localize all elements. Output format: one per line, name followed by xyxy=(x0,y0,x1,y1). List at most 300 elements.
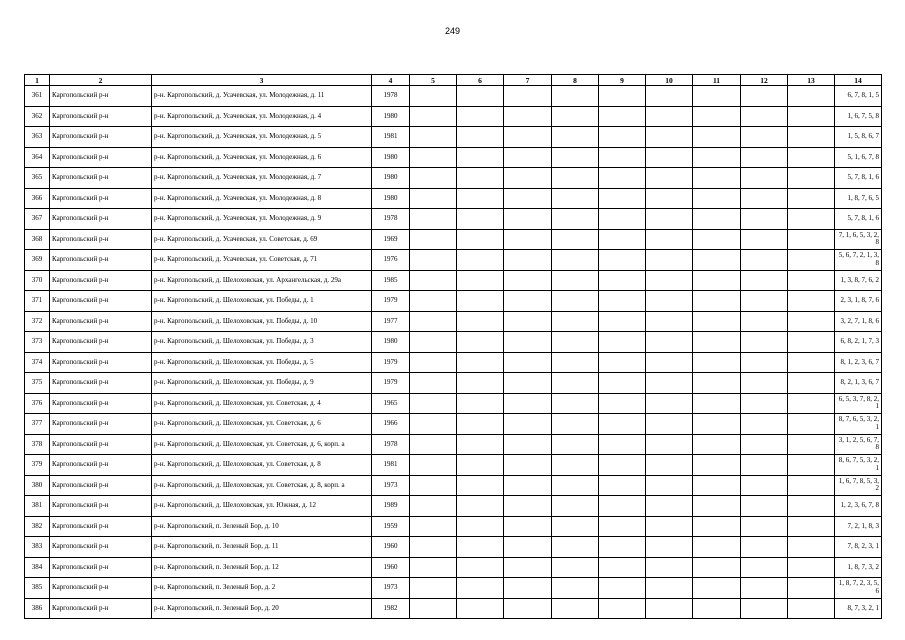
empty-cell xyxy=(504,188,552,209)
empty-cell xyxy=(504,229,552,250)
sequence-cell: 1, 5, 8, 6, 7 xyxy=(835,127,882,148)
row-number-cell: 383 xyxy=(25,537,50,558)
sequence-cell: 3, 2, 7, 1, 8, 6 xyxy=(835,311,882,332)
year-cell: 1978 xyxy=(372,86,410,107)
empty-cell xyxy=(457,414,504,435)
empty-cell xyxy=(552,475,599,496)
empty-cell xyxy=(693,496,741,517)
empty-cell xyxy=(646,557,693,578)
district-cell: Каргопольский р-н xyxy=(50,598,152,619)
empty-cell xyxy=(504,352,552,373)
table-row xyxy=(25,516,882,537)
empty-cell xyxy=(646,209,693,230)
year-cell: 1966 xyxy=(372,414,410,435)
page-number: 249 xyxy=(444,26,461,36)
empty-cell xyxy=(410,373,457,394)
address-cell: р-н. Каргопольский, д. Шелоховская, ул. Победы, д. 3 xyxy=(152,332,372,353)
empty-cell xyxy=(410,598,457,619)
district-cell: Каргопольский р-н xyxy=(50,250,152,271)
address-cell: р-н. Каргопольский, п. Зеленый Бор, д. 10 xyxy=(152,516,372,537)
col-header: 14 xyxy=(835,75,882,86)
table-row xyxy=(25,537,882,558)
table-row xyxy=(25,250,882,271)
sequence-cell: 8, 7, 3, 2, 1 xyxy=(835,598,882,619)
empty-cell xyxy=(693,393,741,414)
empty-cell xyxy=(599,250,646,271)
sequence-cell: 6, 7, 8, 1, 5 xyxy=(835,86,882,107)
row-number-cell: 380 xyxy=(25,475,50,496)
empty-cell xyxy=(457,168,504,189)
empty-cell xyxy=(741,414,788,435)
table-body xyxy=(25,86,882,619)
row-number-cell: 376 xyxy=(25,393,50,414)
empty-cell xyxy=(599,127,646,148)
district-cell: Каргопольский р-н xyxy=(50,537,152,558)
table-row xyxy=(25,209,882,230)
header-row xyxy=(25,75,882,86)
sequence-cell: 5, 7, 8, 1, 6 xyxy=(835,209,882,230)
address-cell: р-н. Каргопольский, д. Усачевская, ул. Молодежная, д. 5 xyxy=(152,127,372,148)
empty-cell xyxy=(410,393,457,414)
empty-cell xyxy=(552,127,599,148)
empty-cell xyxy=(693,86,741,107)
empty-cell xyxy=(552,332,599,353)
district-cell: Каргопольский р-н xyxy=(50,434,152,455)
address-cell: р-н. Каргопольский, д. Шелоховская, ул. Архангельская, д. 29а xyxy=(152,270,372,291)
empty-cell xyxy=(693,311,741,332)
empty-cell xyxy=(646,147,693,168)
empty-cell xyxy=(552,229,599,250)
table-row xyxy=(25,86,882,107)
empty-cell xyxy=(457,598,504,619)
address-cell: р-н. Каргопольский, п. Зеленый Бор, д. 20 xyxy=(152,598,372,619)
empty-cell xyxy=(410,127,457,148)
empty-cell xyxy=(410,455,457,476)
empty-cell xyxy=(741,250,788,271)
year-cell: 1981 xyxy=(372,127,410,148)
empty-cell xyxy=(788,127,835,148)
empty-cell xyxy=(552,496,599,517)
empty-cell xyxy=(457,106,504,127)
address-cell: р-н. Каргопольский, д. Шелоховская, ул. Советская, д. 6 xyxy=(152,414,372,435)
empty-cell xyxy=(646,250,693,271)
empty-cell xyxy=(741,455,788,476)
year-cell: 1973 xyxy=(372,578,410,599)
sequence-cell: 2, 3, 1, 8, 7, 6 xyxy=(835,291,882,312)
col-header: 8 xyxy=(552,75,599,86)
district-cell: Каргопольский р-н xyxy=(50,270,152,291)
empty-cell xyxy=(504,86,552,107)
empty-cell xyxy=(552,168,599,189)
empty-cell xyxy=(646,455,693,476)
empty-cell xyxy=(741,475,788,496)
table-row xyxy=(25,311,882,332)
empty-cell xyxy=(741,537,788,558)
empty-cell xyxy=(504,209,552,230)
col-header: 5 xyxy=(410,75,457,86)
empty-cell xyxy=(788,578,835,599)
empty-cell xyxy=(457,291,504,312)
empty-cell xyxy=(410,516,457,537)
district-cell: Каргопольский р-н xyxy=(50,86,152,107)
empty-cell xyxy=(788,311,835,332)
col-header: 4 xyxy=(372,75,410,86)
year-cell: 1978 xyxy=(372,434,410,455)
empty-cell xyxy=(457,537,504,558)
address-cell: р-н. Каргопольский, д. Усачевская, ул. Советская, д. 69 xyxy=(152,229,372,250)
sequence-cell: 5, 1, 6, 7, 8 xyxy=(835,147,882,168)
row-number-cell: 372 xyxy=(25,311,50,332)
table-row xyxy=(25,393,882,414)
table-row xyxy=(25,455,882,476)
empty-cell xyxy=(646,352,693,373)
district-cell: Каргопольский р-н xyxy=(50,188,152,209)
empty-cell xyxy=(410,414,457,435)
year-cell: 1981 xyxy=(372,455,410,476)
sequence-cell: 1, 8, 7, 6, 5 xyxy=(835,188,882,209)
empty-cell xyxy=(646,106,693,127)
empty-cell xyxy=(552,414,599,435)
empty-cell xyxy=(693,352,741,373)
year-cell: 1980 xyxy=(372,106,410,127)
sequence-cell: 5, 6, 7, 2, 1, 3, 8 xyxy=(835,250,882,271)
address-cell: р-н. Каргопольский, д. Усачевская, ул. Молодежная, д. 6 xyxy=(152,147,372,168)
empty-cell xyxy=(504,537,552,558)
empty-cell xyxy=(504,332,552,353)
empty-cell xyxy=(741,168,788,189)
sequence-cell: 1, 6, 7, 5, 8 xyxy=(835,106,882,127)
empty-cell xyxy=(552,557,599,578)
col-header: 1 xyxy=(25,75,50,86)
year-cell: 1985 xyxy=(372,270,410,291)
empty-cell xyxy=(599,86,646,107)
empty-cell xyxy=(504,106,552,127)
empty-cell xyxy=(646,332,693,353)
sequence-cell: 6, 5, 3, 7, 8, 2, 1 xyxy=(835,393,882,414)
empty-cell xyxy=(693,332,741,353)
empty-cell xyxy=(741,373,788,394)
empty-cell xyxy=(693,229,741,250)
district-cell: Каргопольский р-н xyxy=(50,393,152,414)
empty-cell xyxy=(788,414,835,435)
sequence-cell: 1, 8, 7, 3, 2 xyxy=(835,557,882,578)
empty-cell xyxy=(693,516,741,537)
empty-cell xyxy=(788,516,835,537)
address-cell: р-н. Каргопольский, д. Усачевская, ул. Молодежная, д. 9 xyxy=(152,209,372,230)
empty-cell xyxy=(504,598,552,619)
empty-cell xyxy=(504,496,552,517)
year-cell: 1973 xyxy=(372,475,410,496)
col-header: 11 xyxy=(693,75,741,86)
empty-cell xyxy=(410,229,457,250)
year-cell: 1960 xyxy=(372,537,410,558)
empty-cell xyxy=(504,455,552,476)
empty-cell xyxy=(788,86,835,107)
empty-cell xyxy=(788,106,835,127)
sequence-cell: 8, 2, 1, 3, 6, 7 xyxy=(835,373,882,394)
year-cell: 1979 xyxy=(372,291,410,312)
empty-cell xyxy=(552,537,599,558)
empty-cell xyxy=(410,434,457,455)
empty-cell xyxy=(599,455,646,476)
empty-cell xyxy=(599,578,646,599)
empty-cell xyxy=(552,516,599,537)
year-cell: 1965 xyxy=(372,393,410,414)
row-number-cell: 366 xyxy=(25,188,50,209)
col-header: 2 xyxy=(50,75,152,86)
empty-cell xyxy=(599,557,646,578)
empty-cell xyxy=(646,311,693,332)
empty-cell xyxy=(693,373,741,394)
empty-cell xyxy=(410,578,457,599)
col-header: 10 xyxy=(646,75,693,86)
empty-cell xyxy=(457,516,504,537)
empty-cell xyxy=(741,291,788,312)
empty-cell xyxy=(741,332,788,353)
sequence-cell: 8, 6, 7, 5, 3, 2, 1 xyxy=(835,455,882,476)
table-row xyxy=(25,557,882,578)
table-row xyxy=(25,106,882,127)
row-number-cell: 377 xyxy=(25,414,50,435)
empty-cell xyxy=(788,332,835,353)
table-row xyxy=(25,147,882,168)
empty-cell xyxy=(599,188,646,209)
empty-cell xyxy=(599,475,646,496)
year-cell: 1959 xyxy=(372,516,410,537)
year-cell: 1978 xyxy=(372,209,410,230)
row-number-cell: 363 xyxy=(25,127,50,148)
empty-cell xyxy=(410,291,457,312)
empty-cell xyxy=(504,168,552,189)
address-cell: р-н. Каргопольский, д. Усачевская, ул. Советская, д. 71 xyxy=(152,250,372,271)
col-header: 12 xyxy=(741,75,788,86)
empty-cell xyxy=(457,270,504,291)
sequence-cell: 7, 2, 1, 8, 3 xyxy=(835,516,882,537)
empty-cell xyxy=(410,188,457,209)
empty-cell xyxy=(504,414,552,435)
table-row xyxy=(25,475,882,496)
empty-cell xyxy=(457,332,504,353)
empty-cell xyxy=(599,311,646,332)
address-cell: р-н. Каргопольский, д. Шелоховская, ул. Победы, д. 5 xyxy=(152,352,372,373)
empty-cell xyxy=(504,475,552,496)
table-row xyxy=(25,598,882,619)
empty-cell xyxy=(693,475,741,496)
district-cell: Каргопольский р-н xyxy=(50,332,152,353)
district-cell: Каргопольский р-н xyxy=(50,147,152,168)
empty-cell xyxy=(788,250,835,271)
empty-cell xyxy=(552,434,599,455)
col-header: 7 xyxy=(504,75,552,86)
row-number-cell: 367 xyxy=(25,209,50,230)
empty-cell xyxy=(599,106,646,127)
year-cell: 1979 xyxy=(372,373,410,394)
district-cell: Каргопольский р-н xyxy=(50,496,152,517)
row-number-cell: 368 xyxy=(25,229,50,250)
empty-cell xyxy=(741,557,788,578)
empty-cell xyxy=(741,393,788,414)
empty-cell xyxy=(693,557,741,578)
table-row xyxy=(25,332,882,353)
empty-cell xyxy=(552,311,599,332)
empty-cell xyxy=(552,455,599,476)
empty-cell xyxy=(552,373,599,394)
empty-cell xyxy=(741,209,788,230)
empty-cell xyxy=(646,270,693,291)
table-row xyxy=(25,578,882,599)
empty-cell xyxy=(410,496,457,517)
year-cell: 1980 xyxy=(372,332,410,353)
empty-cell xyxy=(693,168,741,189)
row-number-cell: 371 xyxy=(25,291,50,312)
empty-cell xyxy=(599,393,646,414)
empty-cell xyxy=(741,496,788,517)
empty-cell xyxy=(457,475,504,496)
empty-cell xyxy=(599,598,646,619)
empty-cell xyxy=(788,598,835,619)
empty-cell xyxy=(646,598,693,619)
district-cell: Каргопольский р-н xyxy=(50,475,152,496)
empty-cell xyxy=(410,311,457,332)
empty-cell xyxy=(504,250,552,271)
empty-cell xyxy=(646,578,693,599)
empty-cell xyxy=(599,229,646,250)
district-cell: Каргопольский р-н xyxy=(50,373,152,394)
address-cell: р-н. Каргопольский, д. Шелоховская, ул. Победы, д. 10 xyxy=(152,311,372,332)
empty-cell xyxy=(410,86,457,107)
empty-cell xyxy=(457,86,504,107)
row-number-cell: 378 xyxy=(25,434,50,455)
empty-cell xyxy=(410,168,457,189)
sequence-cell: 1, 6, 7, 8, 5, 3, 2 xyxy=(835,475,882,496)
empty-cell xyxy=(741,127,788,148)
empty-cell xyxy=(410,250,457,271)
sequence-cell: 5, 7, 8, 1, 6 xyxy=(835,168,882,189)
empty-cell xyxy=(457,373,504,394)
empty-cell xyxy=(599,373,646,394)
empty-cell xyxy=(457,188,504,209)
empty-cell xyxy=(788,434,835,455)
sequence-cell: 6, 8, 2, 1, 7, 3 xyxy=(835,332,882,353)
district-cell: Каргопольский р-н xyxy=(50,127,152,148)
empty-cell xyxy=(646,414,693,435)
row-number-cell: 384 xyxy=(25,557,50,578)
empty-cell xyxy=(457,578,504,599)
empty-cell xyxy=(788,209,835,230)
empty-cell xyxy=(457,229,504,250)
empty-cell xyxy=(457,127,504,148)
year-cell: 1980 xyxy=(372,188,410,209)
empty-cell xyxy=(552,250,599,271)
empty-cell xyxy=(693,537,741,558)
empty-cell xyxy=(552,270,599,291)
address-cell: р-н. Каргопольский, д. Усачевская, ул. Молодежная, д. 4 xyxy=(152,106,372,127)
empty-cell xyxy=(599,209,646,230)
table-row xyxy=(25,352,882,373)
row-number-cell: 369 xyxy=(25,250,50,271)
empty-cell xyxy=(457,455,504,476)
empty-cell xyxy=(599,537,646,558)
empty-cell xyxy=(741,516,788,537)
empty-cell xyxy=(410,557,457,578)
empty-cell xyxy=(693,270,741,291)
sequence-cell: 1, 2, 3, 6, 7, 8 xyxy=(835,496,882,517)
empty-cell xyxy=(741,106,788,127)
empty-cell xyxy=(552,352,599,373)
row-number-cell: 370 xyxy=(25,270,50,291)
table-row xyxy=(25,127,882,148)
row-number-cell: 381 xyxy=(25,496,50,517)
empty-cell xyxy=(693,188,741,209)
empty-cell xyxy=(410,537,457,558)
district-cell: Каргопольский р-н xyxy=(50,352,152,373)
table-row xyxy=(25,188,882,209)
empty-cell xyxy=(504,147,552,168)
row-number-cell: 379 xyxy=(25,455,50,476)
empty-cell xyxy=(693,578,741,599)
empty-cell xyxy=(741,434,788,455)
sequence-cell: 8, 1, 2, 3, 6, 7 xyxy=(835,352,882,373)
district-cell: Каргопольский р-н xyxy=(50,209,152,230)
empty-cell xyxy=(741,188,788,209)
district-cell: Каргопольский р-н xyxy=(50,557,152,578)
empty-cell xyxy=(599,291,646,312)
empty-cell xyxy=(457,311,504,332)
col-header: 13 xyxy=(788,75,835,86)
empty-cell xyxy=(504,516,552,537)
empty-cell xyxy=(504,578,552,599)
empty-cell xyxy=(599,147,646,168)
empty-cell xyxy=(646,373,693,394)
address-cell: р-н. Каргопольский, д. Шелоховская, ул. Победы, д. 1 xyxy=(152,291,372,312)
empty-cell xyxy=(693,106,741,127)
empty-cell xyxy=(788,557,835,578)
register-table xyxy=(24,74,882,619)
empty-cell xyxy=(646,188,693,209)
empty-cell xyxy=(788,147,835,168)
empty-cell xyxy=(646,168,693,189)
table-row xyxy=(25,270,882,291)
empty-cell xyxy=(410,332,457,353)
sequence-cell: 1, 8, 7, 2, 3, 5, 6 xyxy=(835,578,882,599)
district-cell: Каргопольский р-н xyxy=(50,455,152,476)
empty-cell xyxy=(504,270,552,291)
empty-cell xyxy=(457,434,504,455)
sequence-cell: 3, 1, 2, 5, 6, 7, 8 xyxy=(835,434,882,455)
year-cell: 1976 xyxy=(372,250,410,271)
sequence-cell: 7, 8, 2, 3, 1 xyxy=(835,537,882,558)
district-cell: Каргопольский р-н xyxy=(50,106,152,127)
empty-cell xyxy=(504,291,552,312)
empty-cell xyxy=(457,209,504,230)
empty-cell xyxy=(599,352,646,373)
empty-cell xyxy=(646,434,693,455)
empty-cell xyxy=(552,291,599,312)
district-cell: Каргопольский р-н xyxy=(50,516,152,537)
empty-cell xyxy=(646,86,693,107)
empty-cell xyxy=(504,373,552,394)
empty-cell xyxy=(741,86,788,107)
table-row xyxy=(25,229,882,250)
empty-cell xyxy=(788,537,835,558)
year-cell: 1969 xyxy=(372,229,410,250)
year-cell: 1960 xyxy=(372,557,410,578)
empty-cell xyxy=(693,127,741,148)
empty-cell xyxy=(788,393,835,414)
empty-cell xyxy=(693,455,741,476)
empty-cell xyxy=(646,537,693,558)
empty-cell xyxy=(457,557,504,578)
